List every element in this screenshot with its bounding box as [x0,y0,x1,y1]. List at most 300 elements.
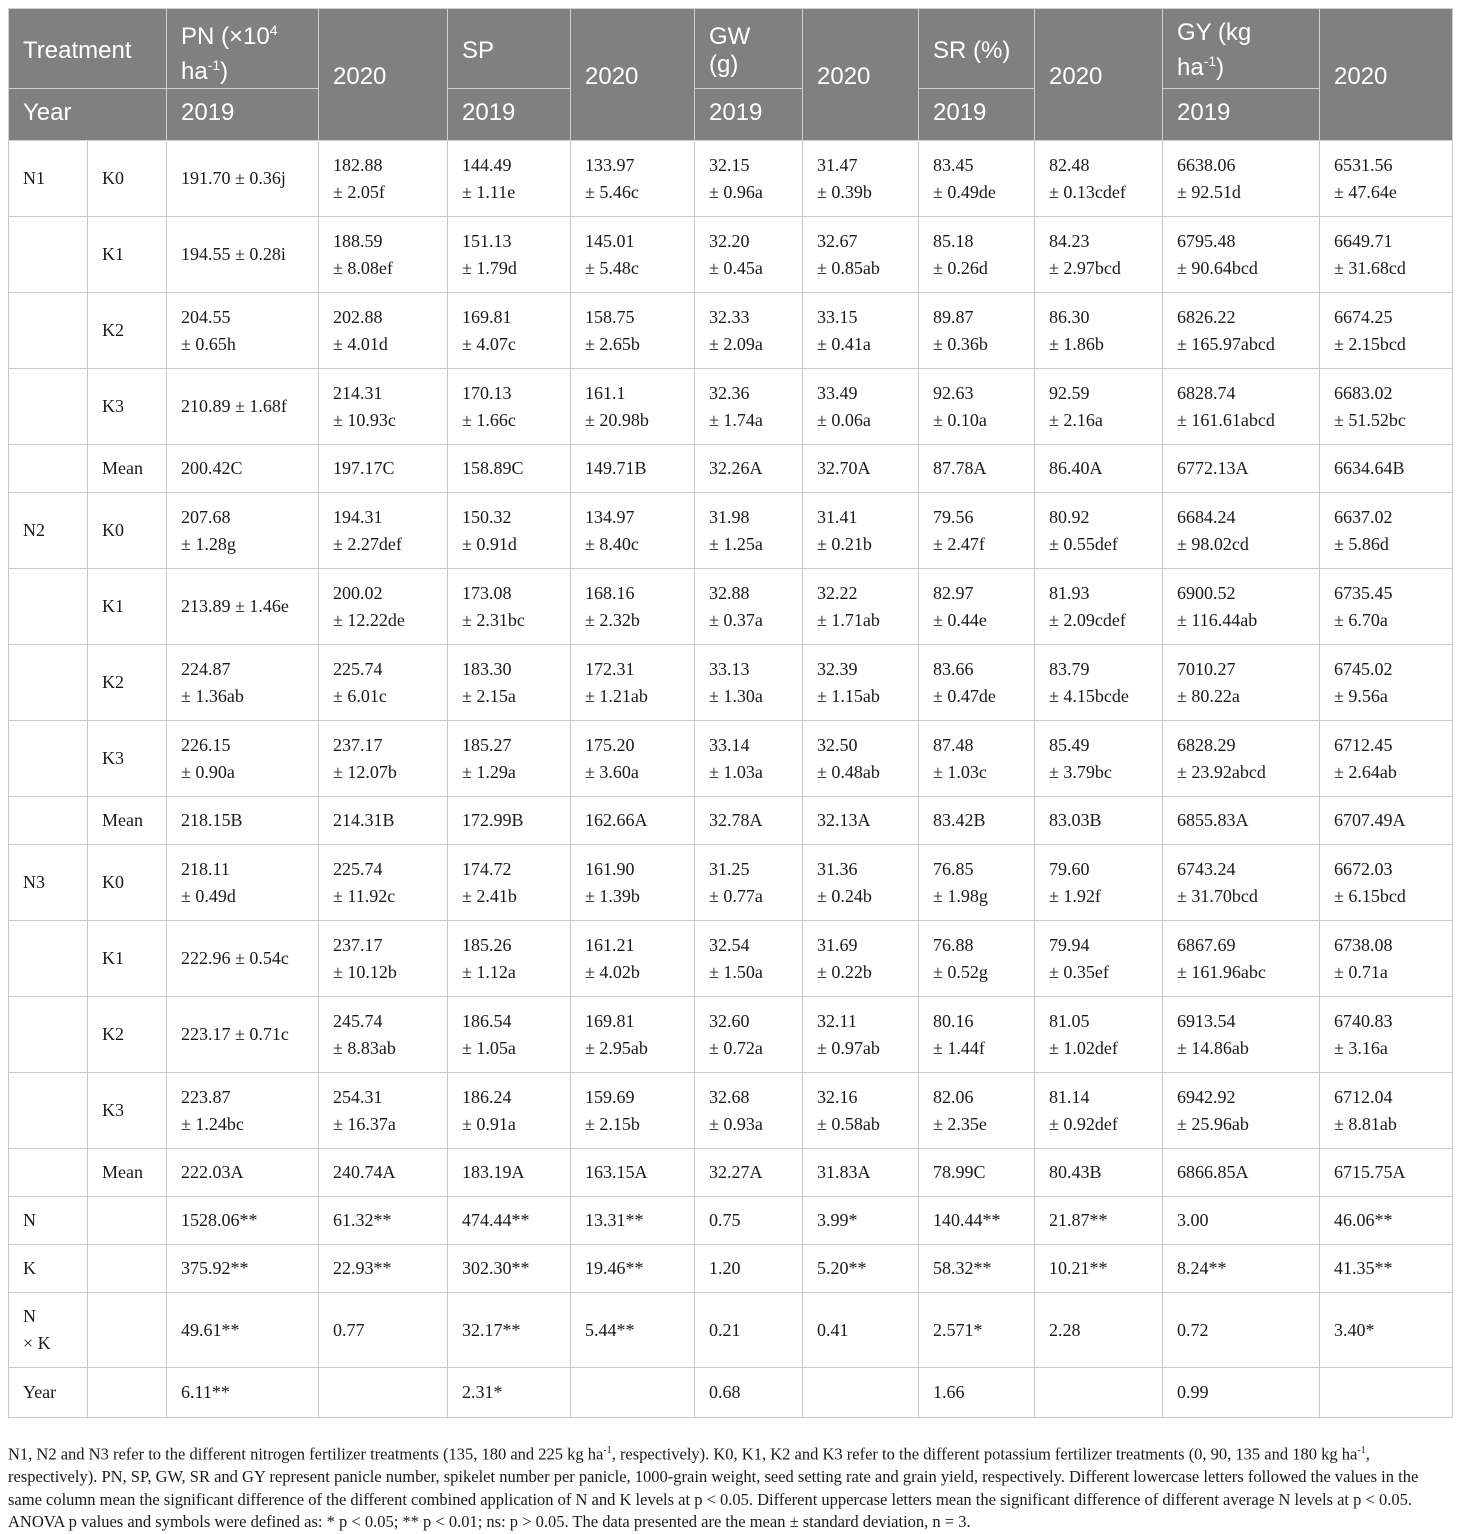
cell-value: 150.32 [462,506,512,527]
cell-value: 225.74 [333,858,383,879]
cell-value: 6738.08 [1334,934,1393,955]
cell-value: 6672.03 [1334,858,1393,879]
cell-deviation: ± 0.52g [933,961,988,982]
table-row [9,1073,1453,1149]
cell-deviation: ± 0.65h [181,333,236,354]
anova-value: 5.20** [803,1245,919,1293]
cell-deviation: ± 6.70a [1334,609,1388,630]
cell-value: 32.68 [709,1086,750,1107]
table-cell [1320,217,1453,293]
header-gy-text: GY (kg [1177,19,1252,46]
table-cell [1163,1073,1320,1149]
cell-deviation: ± 47.64e [1334,181,1397,202]
cell-value: 6866.85A [1177,1162,1249,1182]
cell-deviation: ± 1.50a [709,961,763,982]
cell-deviation: ± 0.06a [817,409,871,430]
cell-value: 245.74 [333,1010,383,1031]
table-cell [1320,845,1453,921]
table-row [9,369,1453,445]
table-cell [803,1073,919,1149]
cell-anova-factor [9,1368,88,1418]
cell-deviation: ± 2.47f [933,533,985,554]
table-cell [319,721,448,797]
mean-row [9,1149,1453,1197]
footnote-part-2: , respectively). K0, K1, K2 and K3 refer to the different potassium fertilizer treatments (0, 90, 135 and 180 kg ha [611,1444,1358,1464]
table-cell [803,1149,919,1197]
footnote-part-1: N1, N2 and N3 refer to the different nitrogen fertilizer treatments (135, 180 and 225 kg ha [8,1444,604,1464]
cell-deviation: ± 1.44f [933,1037,985,1058]
table-cell [803,921,919,997]
table-cell [571,721,695,797]
cell-value: 173.08 [462,582,512,603]
anova-value: 3.00 [1163,1197,1320,1245]
table-cell [167,369,319,445]
table-cell [167,293,319,369]
cell-deviation: ± 0.47de [933,685,996,706]
table-cell [448,293,571,369]
cell-value: 6740.83 [1334,1010,1393,1031]
table-cell [448,569,571,645]
cell-value: 213.89 ± 1.46e [181,596,289,616]
cell-value: 168.16 [585,582,635,603]
cell-deviation: ± 0.91d [462,533,517,554]
table-cell [919,645,1035,721]
cell-deviation: ± 12.07b [333,761,397,782]
cell-value: 6745.02 [1334,658,1393,679]
anova-value: 2.28 [1035,1293,1163,1368]
cell-deviation: ± 0.35ef [1049,961,1109,982]
anova-value: 21.87** [1035,1197,1163,1245]
table-cell [167,645,319,721]
table-cell [803,721,919,797]
cell-value: 32.13A [817,810,871,830]
cell-deviation: ± 0.37a [709,609,763,630]
anova-value: 10.21** [1035,1245,1163,1293]
cell-n-level [9,293,88,369]
table-cell [1320,797,1453,845]
cell-value: 81.93 [1049,582,1090,603]
cell-k-level: K1 [88,921,167,997]
table-cell [919,845,1035,921]
table-cell [571,921,695,997]
cell-deviation: ± 25.96ab [1177,1113,1249,1134]
anova-value: 8.24** [1163,1245,1320,1293]
cell-deviation: ± 2.15bcd [1334,333,1406,354]
table-cell [571,997,695,1073]
table-cell [695,1149,803,1197]
cell-n-level: N3 [9,845,88,921]
cell-deviation: ± 1.28g [181,533,236,554]
cell-deviation: ± 165.97abcd [1177,333,1275,354]
table-cell [803,217,919,293]
cell-value: 85.18 [933,230,974,251]
cell-deviation: ± 98.02cd [1177,533,1249,554]
cell-n-level: N1 [9,141,88,217]
table-cell [1163,797,1320,845]
header-year: Year [9,89,167,141]
cell-n-level [9,921,88,997]
cell-value: 33.13 [709,658,750,679]
table-cell [1035,569,1163,645]
header-row-1 [9,9,1453,89]
cell-deviation: ± 1.86b [1049,333,1104,354]
table-cell [571,1149,695,1197]
cell-deviation: ± 0.77a [709,885,763,906]
table-cell [571,845,695,921]
cell-value: 159.69 [585,1086,635,1107]
cell-deviation: ± 51.52bc [1334,409,1406,430]
anova-value [571,1368,695,1418]
table-cell [448,645,571,721]
table-cell [1320,721,1453,797]
table-cell [448,1149,571,1197]
cell-value: 240.74A [333,1162,396,1182]
anova-value: 2.571* [919,1293,1035,1368]
table-cell [695,797,803,845]
cell-deviation: ± 0.97ab [817,1037,880,1058]
cell-deviation: ± 4.15bcde [1049,685,1129,706]
cell-deviation: ± 1.25a [709,533,763,554]
table-cell [1163,493,1320,569]
cell-empty [88,1293,167,1368]
cell-k-level: K0 [88,845,167,921]
table-cell [319,445,448,493]
anova-value: 41.35** [1320,1245,1453,1293]
cell-value: 6683.02 [1334,382,1393,403]
cell-deviation: ± 0.48ab [817,761,880,782]
table-cell [919,1073,1035,1149]
table-cell [919,997,1035,1073]
cell-k-level: K0 [88,493,167,569]
cell-deviation: ± 6.01c [333,685,387,706]
table-cell [1320,1149,1453,1197]
header-pn-unit: ha [181,57,208,85]
table-cell [167,217,319,293]
cell-k-level: K2 [88,645,167,721]
header-pn [167,9,319,89]
cell-value: 83.79 [1049,658,1090,679]
cell-deviation: ± 0.96a [709,181,763,202]
cell-value: 32.67 [817,230,858,251]
cell-deviation: ± 0.55def [1049,533,1118,554]
cell-value: 169.81 [462,306,512,327]
cell-deviation: ± 2.35e [933,1113,987,1134]
table-cell [1163,141,1320,217]
cell-value: 31.25 [709,858,750,879]
cell-value: 186.24 [462,1086,512,1107]
cell-deviation: ± 0.36b [933,333,988,354]
cell-value: 6913.54 [1177,1010,1236,1031]
table-cell [695,217,803,293]
table-body [9,141,1453,1418]
cell-deviation: ± 1.71ab [817,609,880,630]
cell-n-level [9,569,88,645]
anova-row [9,1197,1453,1245]
cell-value: 161.1 [585,382,626,403]
cell-k-level: K1 [88,217,167,293]
cell-value: 32.60 [709,1010,750,1031]
header-gw-text: GW [709,22,751,50]
anova-value: 19.46** [571,1245,695,1293]
cell-value: 82.06 [933,1086,974,1107]
anova-value: 5.44** [571,1293,695,1368]
cell-value: 76.85 [933,858,974,879]
table-cell [919,921,1035,997]
cell-value: 83.42B [933,810,986,830]
table-footnote [8,1440,1452,1534]
cell-value: 191.70 ± 0.36j [181,168,286,188]
table-cell [803,369,919,445]
cell-value: 32.88 [709,582,750,603]
table-cell [448,1073,571,1149]
cell-deviation: ± 4.01d [333,333,388,354]
cell-value: 6649.71 [1334,230,1393,251]
table-cell [1163,1149,1320,1197]
cell-value: 161.21 [585,934,635,955]
table-cell [919,293,1035,369]
anova-value: 49.61** [167,1293,319,1368]
table-cell [919,569,1035,645]
cell-n-level [9,721,88,797]
cell-k-level: K1 [88,569,167,645]
table-cell [1163,217,1320,293]
cell-value: 6828.74 [1177,382,1236,403]
cell-value: 223.87 [181,1086,231,1107]
anova-value: 375.92** [167,1245,319,1293]
table-cell [1035,645,1163,721]
cell-value: 218.15B [181,810,243,830]
cell-value: 162.66A [585,810,648,830]
table-cell [1035,845,1163,921]
anova-value: 1.20 [695,1245,803,1293]
cell-value: 169.81 [585,1010,635,1031]
table-cell [1035,1073,1163,1149]
cell-value: 33.49 [817,382,858,403]
table-header [9,9,1453,141]
cell-deviation: ± 2.05f [333,181,385,202]
cell-value: 81.14 [1049,1086,1090,1107]
cell-mean-label: Mean [88,797,167,845]
cell-value: 6707.49A [1334,810,1406,830]
table-cell [1035,293,1163,369]
cell-deviation: ± 2.65b [585,333,640,354]
table-cell [448,997,571,1073]
cell-value: 86.30 [1049,306,1090,327]
header-sp-2020: 2020 [571,9,695,141]
cell-deviation: ± 0.22b [817,961,872,982]
cell-deviation: ± 0.10a [933,409,987,430]
table-cell [167,921,319,997]
cell-value: 183.30 [462,658,512,679]
cell-value: 33.15 [817,306,858,327]
table-cell [448,797,571,845]
cell-deviation: ± 2.95ab [585,1037,648,1058]
cell-value: 170.13 [462,382,512,403]
cell-deviation: ± 0.24b [817,885,872,906]
table-cell [1163,293,1320,369]
cell-deviation: ± 0.45a [709,257,763,278]
table-cell [571,369,695,445]
table-row [9,921,1453,997]
anova-value: 32.17** [448,1293,571,1368]
header-gy [1163,9,1320,89]
table-cell [1163,721,1320,797]
anova-factor-label: K [23,1258,36,1278]
table-cell [571,217,695,293]
cell-deviation: ± 3.79bc [1049,761,1112,782]
cell-n-level: N2 [9,493,88,569]
cell-value: 31.36 [817,858,858,879]
table-cell [803,845,919,921]
table-cell [919,797,1035,845]
table-cell [319,369,448,445]
cell-deviation: ± 116.44ab [1177,609,1258,630]
cell-value: 83.45 [933,154,974,175]
table-cell [571,141,695,217]
table-cell [803,445,919,493]
cell-deviation: ± 9.56a [1334,685,1388,706]
anova-value: 0.77 [319,1293,448,1368]
cell-value: 32.22 [817,582,858,603]
anova-value: 1.66 [919,1368,1035,1418]
anova-row [9,1293,1453,1368]
cell-value: 185.27 [462,734,512,755]
cell-deviation: ± 10.93c [333,409,396,430]
cell-deviation: ± 1.39b [585,885,640,906]
cell-value: 87.48 [933,734,974,755]
anova-value: 6.11** [167,1368,319,1418]
cell-value: 32.36 [709,382,750,403]
table-cell [695,997,803,1073]
table-cell [695,369,803,445]
table-cell [319,997,448,1073]
table-cell [1035,493,1163,569]
anova-value: 0.21 [695,1293,803,1368]
anova-value: 0.72 [1163,1293,1320,1368]
table-cell [1320,997,1453,1073]
cell-empty [88,1197,167,1245]
table-cell [167,569,319,645]
cell-n-level [9,645,88,721]
header-gy-unit: ha [1177,54,1204,81]
cell-deviation: ± 31.68cd [1334,257,1406,278]
cell-deviation: ± 1.92f [1049,885,1101,906]
table-cell [1163,569,1320,645]
cell-deviation: ± 8.08ef [333,257,393,278]
table-cell [319,645,448,721]
cell-value: 32.50 [817,734,858,755]
cell-value: 200.02 [333,582,383,603]
cell-value: 86.40A [1049,458,1103,478]
table-cell [319,1073,448,1149]
cell-deviation: ± 0.71a [1334,961,1388,982]
table-cell [319,493,448,569]
cell-value: 80.16 [933,1010,974,1031]
table-cell [167,1073,319,1149]
data-table [8,8,1453,1418]
anova-value: 3.40* [1320,1293,1453,1368]
cell-deviation: ± 8.83ab [333,1037,396,1058]
cell-deviation: ± 1.29a [462,761,516,782]
cell-k-level: K0 [88,141,167,217]
cell-deviation: ± 2.64ab [1334,761,1397,782]
cell-value: 222.96 ± 0.54c [181,948,289,968]
cell-value: 182.88 [333,154,383,175]
cell-value: 33.14 [709,734,750,755]
anova-value: 13.31** [571,1197,695,1245]
anova-row [9,1245,1453,1293]
table-cell [1320,1073,1453,1149]
table-cell [1320,569,1453,645]
cell-deviation: ± 80.22a [1177,685,1240,706]
cell-deviation: ± 5.46c [585,181,639,202]
table-cell [1163,369,1320,445]
anova-value: 474.44** [448,1197,571,1245]
table-cell [919,445,1035,493]
cell-deviation: ± 161.96abc [1177,961,1266,982]
cell-deviation: ± 0.58ab [817,1113,880,1134]
cell-value: 214.31B [333,810,395,830]
table-row [9,645,1453,721]
cell-k-level: K3 [88,721,167,797]
header-gy-2019: 2019 [1163,89,1320,141]
table-cell [319,797,448,845]
table-cell [695,1073,803,1149]
cell-value: 224.87 [181,658,231,679]
cell-value: 6712.04 [1334,1086,1393,1107]
cell-deviation: ± 0.90a [181,761,235,782]
table-cell [1320,293,1453,369]
cell-deviation: ± 0.13cdef [1049,181,1126,202]
cell-value: 225.74 [333,658,383,679]
table-cell [571,569,695,645]
cell-deviation: ± 1.02def [1049,1037,1118,1058]
cell-value: 32.70A [817,458,871,478]
cell-deviation: ± 92.51d [1177,181,1241,202]
table-cell [1163,845,1320,921]
cell-value: 82.97 [933,582,974,603]
header-sr-2019: 2019 [919,89,1035,141]
mean-row [9,445,1453,493]
table-cell [319,141,448,217]
cell-value: 89.87 [933,306,974,327]
header-row-2 [9,89,1453,141]
table-cell [319,1149,448,1197]
cell-value: 31.69 [817,934,858,955]
cell-anova-factor [9,1293,88,1368]
cell-deviation: ± 3.16a [1334,1037,1388,1058]
table-cell [448,845,571,921]
cell-value: 202.88 [333,306,383,327]
table-cell [1035,997,1163,1073]
anova-value: 2.31* [448,1368,571,1418]
cell-value: 204.55 [181,306,231,327]
cell-deviation: ± 0.49d [181,885,236,906]
cell-k-level: K3 [88,1073,167,1149]
header-sp: SP [448,9,571,89]
cell-value: 32.16 [817,1086,858,1107]
anova-value: 58.32** [919,1245,1035,1293]
cell-value: 80.43B [1049,1162,1102,1182]
cell-value: 6684.24 [1177,506,1236,527]
table-cell [803,293,919,369]
table-cell [167,141,319,217]
header-gy-2020: 2020 [1320,9,1453,141]
table-cell [1035,369,1163,445]
table-cell [1163,645,1320,721]
table-cell [167,493,319,569]
cell-value: 6826.22 [1177,306,1236,327]
